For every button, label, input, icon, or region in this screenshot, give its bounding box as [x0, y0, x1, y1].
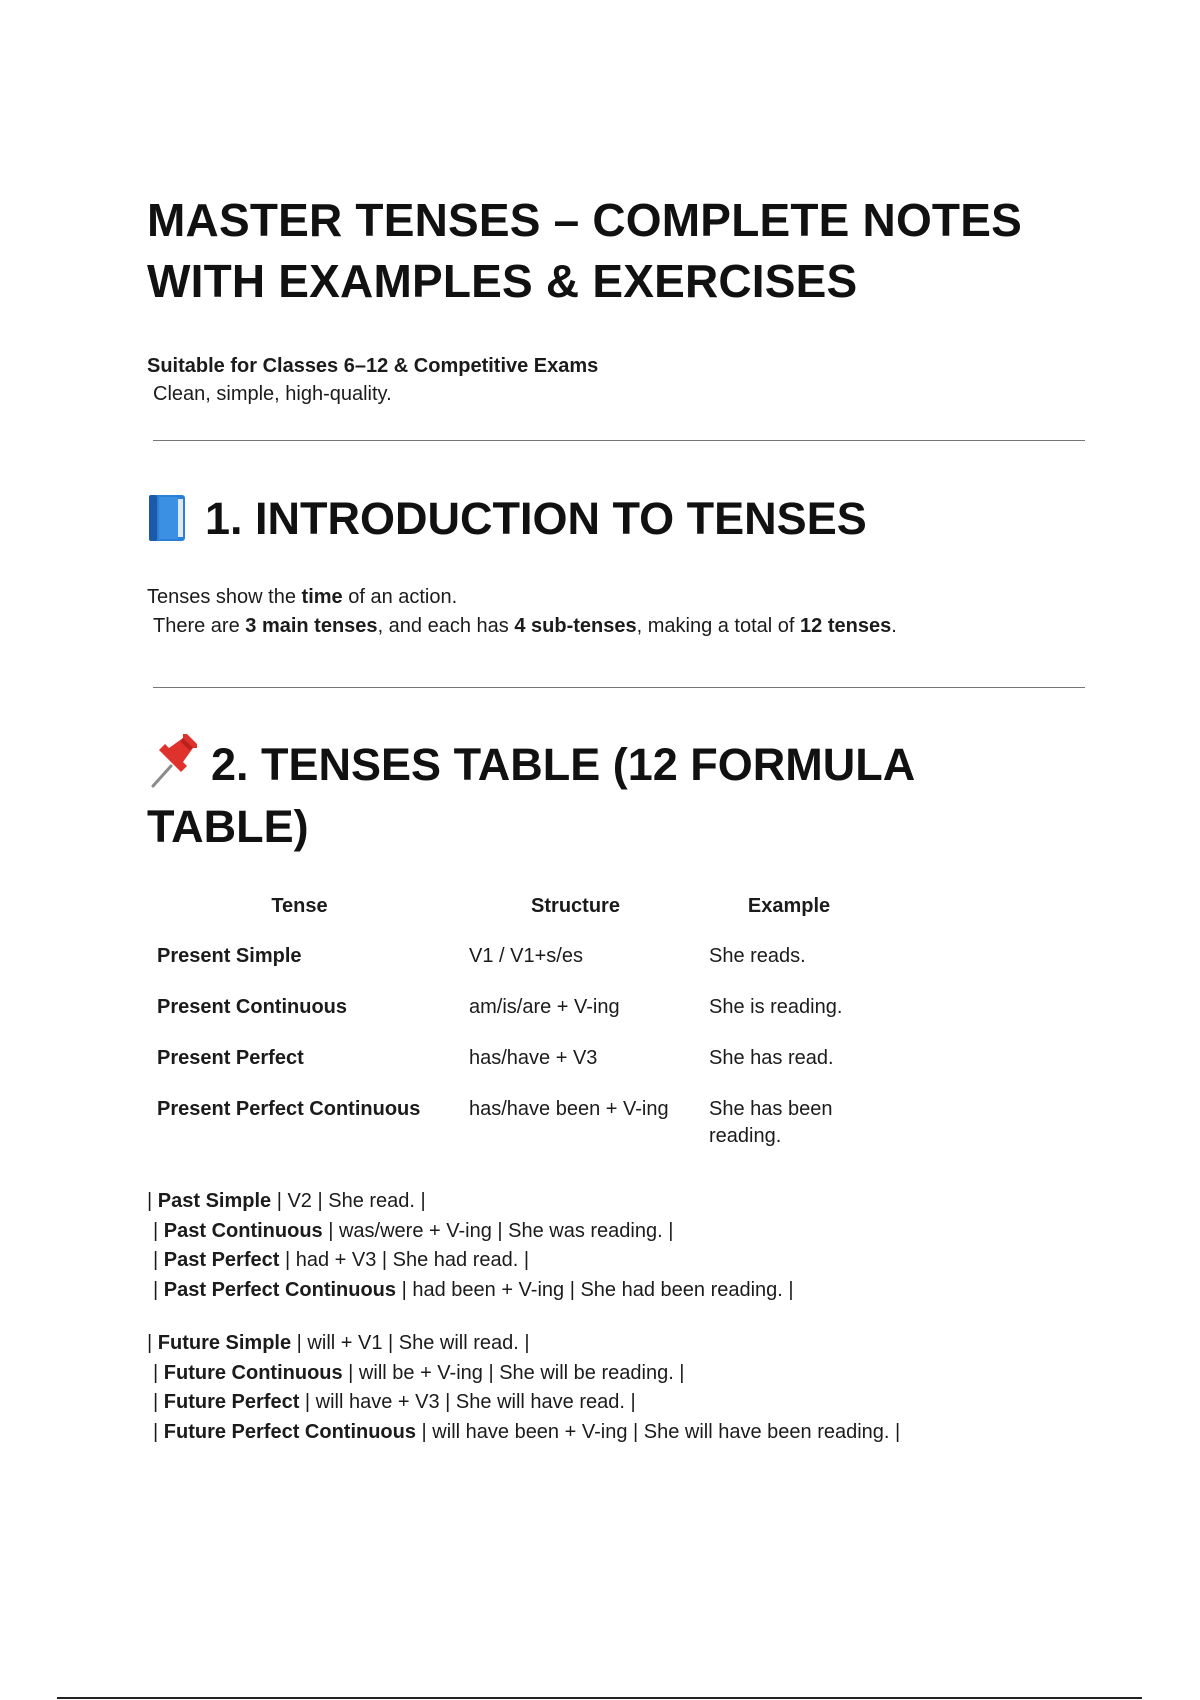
- pipe-separator: |: [147, 1332, 158, 1354]
- title-line-1: MASTER TENSES – COMPLETE NOTES: [147, 194, 1022, 246]
- pipe-separator: |: [153, 1391, 164, 1413]
- table-header-row: [147, 893, 879, 943]
- section-2-title-line-2: TABLE): [147, 801, 309, 853]
- tense-cell: Present Simple: [157, 945, 302, 967]
- tenses-table: [147, 893, 879, 1174]
- table-row: [147, 943, 879, 994]
- future-tense-detail: | will + V1 | She will read. |: [291, 1332, 530, 1354]
- subtitle: Suitable for Classes 6–12 & Competitive Exams: [147, 355, 599, 377]
- past-row: [147, 1187, 794, 1217]
- divider-1: [153, 440, 1085, 441]
- past-tense-name: Past Perfect Continuous: [163, 1278, 397, 1301]
- intro-text: , and each has: [377, 615, 515, 637]
- document-page: [147, 190, 1087, 1443]
- future-tense-name: Future Simple: [157, 1332, 292, 1354]
- pipe-separator: |: [153, 1361, 164, 1384]
- example-cell: She has read.: [709, 1047, 834, 1069]
- structure-cell: has/have + V3: [469, 1047, 598, 1069]
- future-tense-rows: [147, 1329, 900, 1447]
- future-tense-detail: | will have + V3 | She will have read. |: [299, 1391, 636, 1413]
- structure-cell: has/have been + V-ing: [469, 1098, 669, 1120]
- title-line-2: WITH EXAMPLES & EXERCISES: [147, 255, 858, 307]
- tense-cell: Present Perfect Continuous: [157, 1098, 421, 1120]
- future-row: [147, 1418, 900, 1448]
- intro-paragraph: [147, 583, 1087, 641]
- tense-cell: Present Continuous: [157, 996, 348, 1018]
- intro-text: Tenses show the: [147, 586, 302, 608]
- past-tense-name: Past Continuous: [163, 1219, 323, 1242]
- pipe-separator: |: [153, 1219, 164, 1242]
- pipe-separator: |: [147, 1190, 158, 1212]
- document-title: [147, 190, 1087, 312]
- future-row: [147, 1359, 900, 1389]
- table-row: [147, 994, 879, 1045]
- section-1-title: 1. INTRODUCTION TO TENSES: [205, 493, 867, 544]
- page-bottom-rule: [57, 1697, 1142, 1699]
- table-row: [147, 1045, 879, 1096]
- example-cell: She has been reading.: [709, 1098, 833, 1147]
- structure-cell: V1 / V1+s/es: [469, 945, 583, 967]
- future-row: [147, 1388, 900, 1418]
- past-tense-name: Past Simple: [157, 1190, 272, 1212]
- future-tense-detail: | will have been + V-ing | She will have been reading. |: [416, 1420, 901, 1443]
- blue-book-icon: [147, 493, 187, 543]
- past-row: [147, 1246, 794, 1276]
- pipe-separator: |: [153, 1249, 164, 1271]
- column-header-structure: Structure: [531, 895, 620, 917]
- pipe-separator: |: [153, 1278, 164, 1301]
- past-tense-name: Past Perfect: [163, 1249, 280, 1271]
- intro-bold: 4 sub-tenses: [514, 615, 637, 637]
- future-tense-name: Future Perfect Continuous: [163, 1420, 416, 1443]
- past-tense-detail: | was/were + V-ing | She was reading. |: [322, 1219, 674, 1242]
- intro-text: There are: [153, 615, 246, 637]
- intro-bold: time: [301, 586, 343, 608]
- intro-bold: 12 tenses: [800, 615, 892, 637]
- past-tense-rows: [147, 1187, 794, 1305]
- column-header-example: Example: [747, 895, 831, 917]
- tagline: Clean, simple, high-quality.: [153, 383, 392, 405]
- past-tense-detail: | had been + V-ing | She had been reading. |: [396, 1278, 794, 1301]
- future-tense-name: Future Continuous: [163, 1361, 343, 1384]
- intro-text: , making a total of: [636, 615, 801, 637]
- intro-text: .: [891, 615, 897, 637]
- past-tense-detail: | had + V3 | She had read. |: [279, 1249, 530, 1271]
- example-cell: She is reading.: [709, 996, 843, 1018]
- table-row: [147, 1096, 879, 1174]
- future-tense-detail: | will be + V-ing | She will be reading. |: [342, 1361, 685, 1384]
- tense-cell: Present Perfect: [157, 1047, 304, 1069]
- example-cell: She reads.: [709, 945, 806, 967]
- future-tense-name: Future Perfect: [163, 1391, 300, 1413]
- pushpin-icon: [147, 734, 201, 790]
- divider-2: [153, 687, 1085, 688]
- intro-text: of an action.: [342, 586, 458, 608]
- future-row: [147, 1329, 900, 1359]
- structure-cell: am/is/are + V-ing: [469, 996, 620, 1018]
- column-header-tense: Tense: [271, 895, 328, 917]
- past-row: [147, 1276, 794, 1306]
- section-1-heading: [147, 488, 1087, 549]
- pipe-separator: |: [153, 1420, 164, 1443]
- intro-bold: 3 main tenses: [245, 615, 378, 637]
- past-tense-detail: | V2 | She read. |: [271, 1190, 426, 1212]
- section-2-heading: [147, 734, 1087, 857]
- past-row: [147, 1217, 794, 1247]
- section-2-title-line-1: 2. TENSES TABLE (12 FORMULA: [211, 739, 916, 790]
